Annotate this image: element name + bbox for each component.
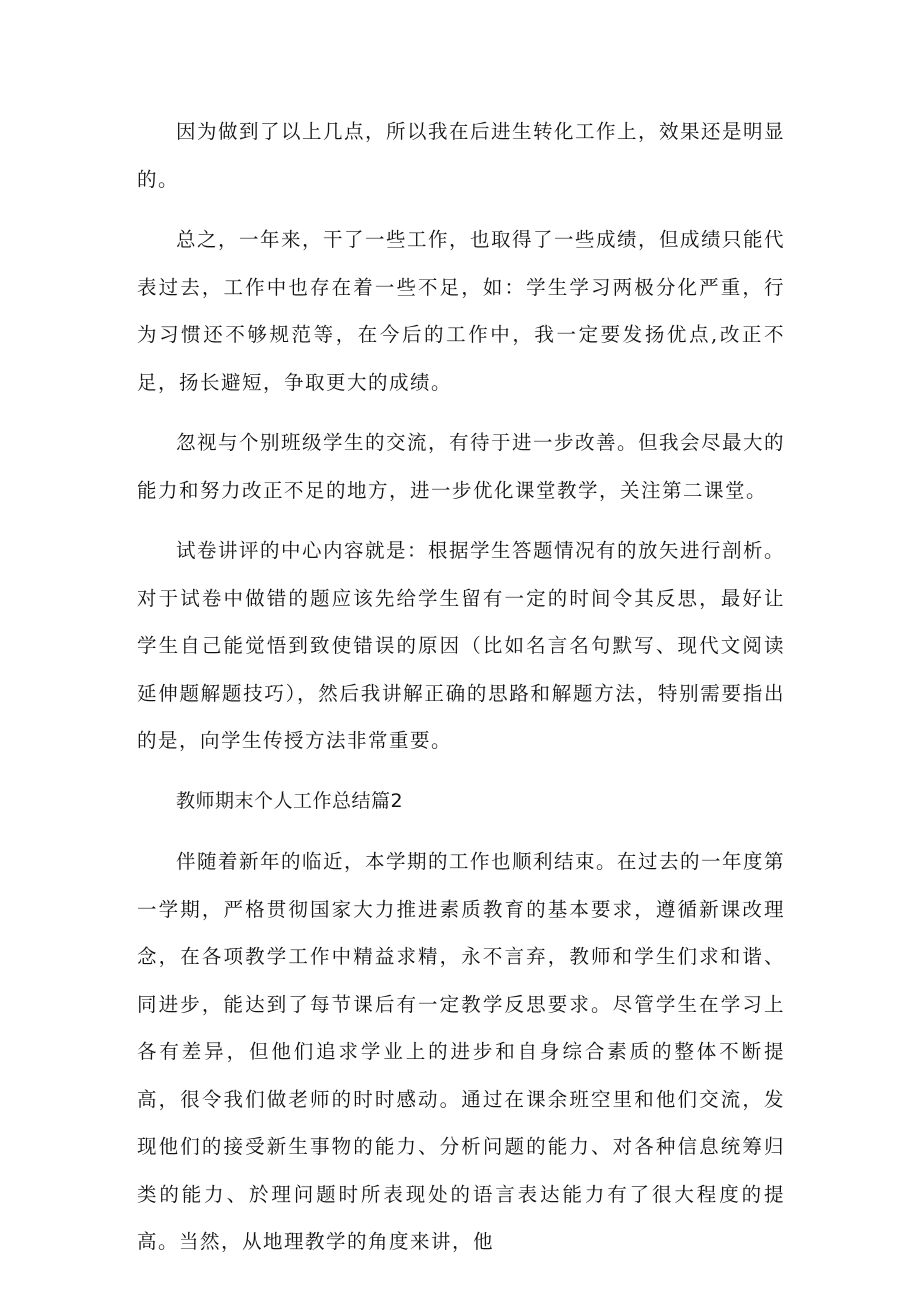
paragraph-4: 试卷讲评的中心内容就是：根据学生答题情况有的放矢进行剖析。对于试卷中做错的题应该先给学生留有一定的时间令其反思，最好让学生自己能觉悟到致使错误的原因（比如名言名句默写、现代文阅读延伸题解题技巧），然后我讲解正确的思路和解题方法，特别需要指出的是，向学生传授方法非常重要。	[137, 539, 786, 752]
document-page	[137, 108, 785, 1279]
paragraph-3: 忽视与个别班级学生的交流，有待于进一步改善。但我会尽最大的能力和努力改正不足的地方，进一步优化课堂教学，关注第二课堂。	[137, 431, 786, 502]
paragraph-1: 因为做到了以上几点，所以我在后进生转化工作上，效果还是明显的。	[137, 120, 786, 191]
paragraph-2: 总之，一年来，干了一些工作，也取得了一些成绩，但成绩只能代表过去，工作中也存在着一些不足，如：学生学习两极分化严重，行为习惯还不够规范等，在今后的工作中，我一定要发扬优点,改正不足，扬长避短，争取更大的成绩。	[137, 228, 786, 394]
section-heading: 教师期末个人工作总结篇2	[176, 789, 404, 812]
paragraph-5: 伴随着新年的临近，本学期的工作也顺利结束。在过去的一年度第一学期，严格贯彻国家大力推进素质教育的基本要求，遵循新课改理念，在各项教学工作中精益求精，永不言弃，教师和学生们求和谐、同进步，能达到了每节课后有一定教学反思要求。尽管学生在学习上各有差异，但他们追求学业上的进步和自身综合素质的整体不断提高，很令我们做老师的时时感动。通过在课余班空里和他们交流，发现他们的接受新生事物的能力、分析问题的能力、对各种信息统筹归类的能力、於理问题时所表现处的语言表达能力有了很大程度的提高。当然，从地理教学的角度来讲，他	[137, 850, 786, 1253]
